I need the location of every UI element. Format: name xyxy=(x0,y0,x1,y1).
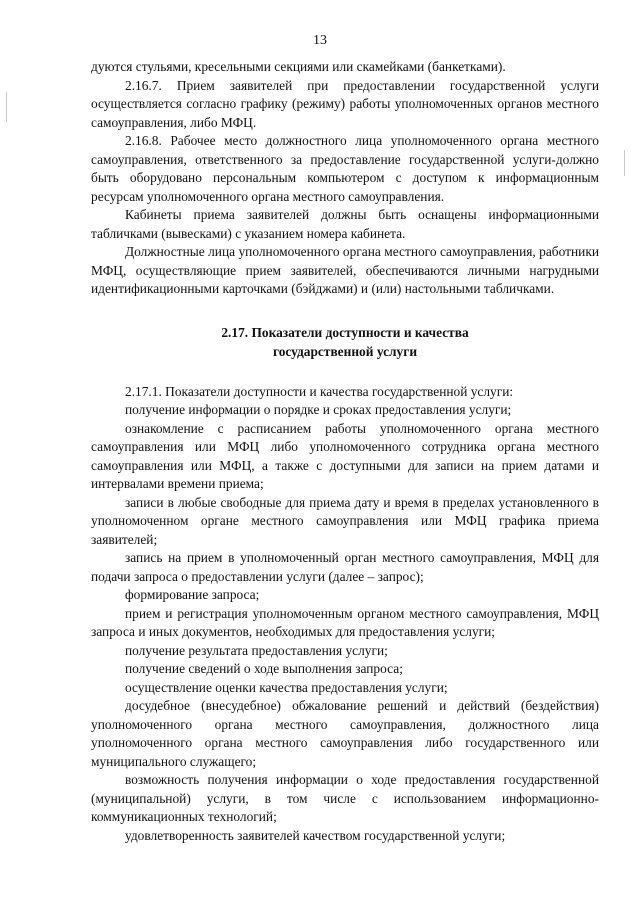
list-item: осуществление оценки качества предоставления услуги; xyxy=(125,679,448,695)
paragraph-officials: Должностные лица уполномоченного органа местного самоуправления, работники МФЦ, осуществляющие прием заявителей, обеспечиваются личными нагрудными идентификационными карточками (бэйджами) и (или) настольными табличками. xyxy=(91,244,599,296)
list-item: получение информации о порядке и сроках предоставления услуги; xyxy=(125,402,512,417)
list-item: записи в любые свободные для приема дату и время в пределах установленного в уполномоченном органе местного самоуправления или МФЦ графика приема заявителей; xyxy=(91,494,599,547)
list-item: возможность получения информации о ходе предоставления государственной (муниципальной) услуги, в том числе с использованием информационно-коммуникационных технологий; xyxy=(91,772,599,824)
section-2-17-body xyxy=(91,383,599,846)
list-item: формирование запроса; xyxy=(125,587,260,602)
section-heading-2-17 xyxy=(91,323,599,361)
paragraph-2-16-8: 2.16.8. Рабочее место должностного лица уполномоченного органа местного самоуправления, ответственного за предоставление государственной услуги-должно быть оборудовано персональным компьютером с доступом к информационным ресурсам уполномоченного органа местного самоуправления. xyxy=(91,133,599,204)
list-item: получение сведений о ходе выполнения запроса; xyxy=(125,661,403,676)
list-item: ознакомление с расписанием работы уполномоченного органа местного самоуправления или МФЦ либо уполномоченного сотрудника органа местного самоуправления или МФЦ, а также с доступными для записи на прием датами и интервалами времени приема; xyxy=(91,420,599,491)
page-content xyxy=(91,58,599,845)
paragraph-cabinets: Кабинеты приема заявителей должны быть оснащены информационными табличками (вывесками) с указанием номера кабинета. xyxy=(91,207,599,241)
list-item: прием и регистрация уполномоченным органом местного самоуправления, МФЦ запроса и иных документов, необходимых для предоставления услуги; xyxy=(91,605,599,639)
heading-line: 2.17. Показатели доступности и качества xyxy=(221,324,469,340)
scan-edge-mark-left xyxy=(6,92,7,122)
list-item: удовлетворенность заявителей качеством государственной услуги; xyxy=(125,827,506,843)
page-number: 13 xyxy=(313,33,327,48)
list-item: получение результата предоставления услуги; xyxy=(125,642,388,658)
scan-edge-mark-right xyxy=(624,150,625,176)
list-item: досудебное (внесудебное) обжалование решений и действий (бездействия) уполномоченного органа местного самоуправления, должностного лица уполномоченного органа местного самоуправления либо государственного или муниципального служащего; xyxy=(91,698,599,769)
paragraph-2-17-1: 2.17.1. Показатели доступности и качества государственной услуги: xyxy=(125,383,514,399)
paragraph: дуются стульями, кресельными секциями или скамейками (банкетками). xyxy=(91,59,506,74)
section-2-16-continuation xyxy=(91,58,599,299)
heading-line: государственной услуги xyxy=(272,343,418,359)
paragraph-2-16-7: 2.16.7. Прием заявителей при предоставлении государственной услуги осуществляется согласно графику (режиму) работы уполномоченных органов местного самоуправления, либо МФЦ. xyxy=(91,77,599,130)
list-item: запись на прием в уполномоченный орган местного самоуправления, МФЦ для подачи запроса о предоставлении услуги (далее – запрос); xyxy=(91,550,599,584)
